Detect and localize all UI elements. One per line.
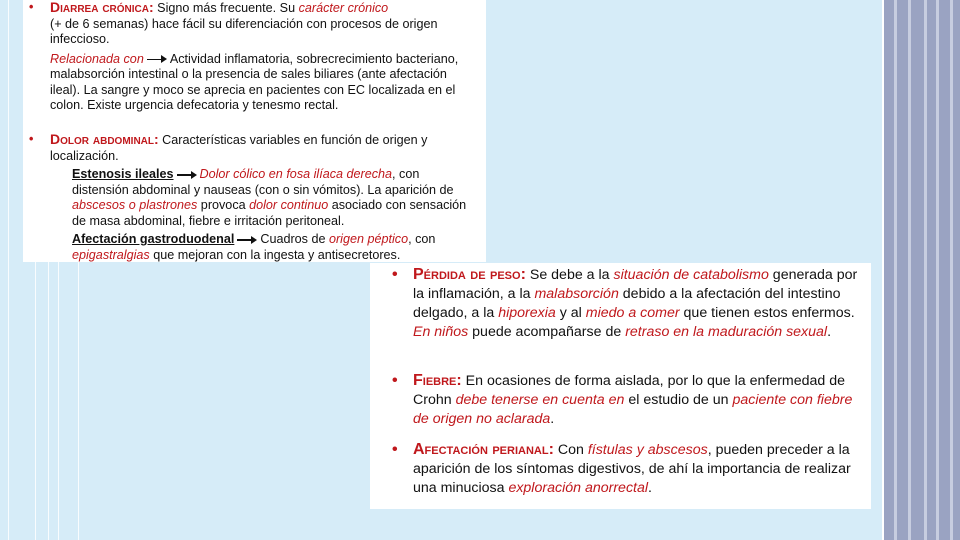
- bullet-diarrea: • Diarrea crónica: Signo más frecuente. Su carácter crónico (+ de 6 semanas) hace fácil su diferenciación con procesos de origen infeccioso. Relacionada con Actividad inflamatoria, sobrecrecimiento bacteriano, malabsorción intestinal o la presencia de sales biliares (ante afectación ileal). La sangre y moco se aprecia en pacientes con EC localizada en el colon. Existe urgencia defecatoria y tenesmo rectal.: [29, 0, 459, 112]
- heading-fiebre: Fiebre:: [413, 372, 462, 389]
- divider-line: [882, 0, 884, 540]
- bullet-dot: •: [392, 441, 398, 458]
- estenosis-label: Estenosis ileales: [72, 167, 174, 181]
- background-line: [8, 0, 9, 540]
- heading-dolor: Dolor abdominal:: [50, 131, 159, 147]
- bullet-fiebre: • Fiebre: En ocasiones de forma aislada, por lo que la enfermedad de Crohn debe tenerse en cuenta en el estudio de un paciente con fiebre de origen no aclarada.: [392, 372, 853, 427]
- bullet-dolor: • Dolor abdominal: Características variables en función de origen y localización. Estenosis ileales Dolor cólico en fosa ilíaca derecha, con distensión abdominal y nauseas (con o sin vómitos). La aparición de abscesos o plastrones provoca dolor continuo asociado con sensación de masa abdominal, fiebre e irritación peritoneal. Afectación gastroduodenal Cuadros de origen péptico, con epigastralgias que mejoran con la ingesta y antisecretores.: [29, 131, 467, 262]
- arrow-icon: [147, 55, 167, 63]
- heading-perianal: Afectación perianal:: [413, 441, 554, 458]
- afectacion-label: Afectación gastroduodenal: [72, 232, 235, 246]
- heading-diarrea: Diarrea crónica:: [50, 0, 154, 15]
- bullet-dot: •: [392, 266, 398, 283]
- relacionada-label: Relacionada con: [50, 51, 144, 66]
- bullet-perianal: • Afectación perianal: Con fístulas y abscesos, pueden preceder a la aparición de los síntomas digestivos, de ahí la importancia de realizar una minuciosa exploración anorrectal.: [392, 441, 851, 496]
- arrow-icon: [237, 236, 257, 244]
- decorative-stripes: [884, 0, 960, 540]
- bullet-dot: •: [29, 132, 34, 146]
- arrow-icon: [177, 171, 197, 179]
- bullet-dot: •: [392, 372, 398, 389]
- bullet-perdida: • Pérdida de peso: Se debe a la situación de catabolismo generada por la inflamación, a la malabsorción debido a la afectación del intestino delgado, a la hiporexia y al miedo a comer que tienen estos enfermos. En niños puede acompañarse de retraso en la maduración sexual.: [392, 266, 858, 340]
- right-text-panel: [370, 263, 871, 509]
- bullet-dot: •: [29, 0, 34, 14]
- left-text-panel: [23, 0, 486, 262]
- heading-perdida: Pérdida de peso:: [413, 266, 526, 283]
